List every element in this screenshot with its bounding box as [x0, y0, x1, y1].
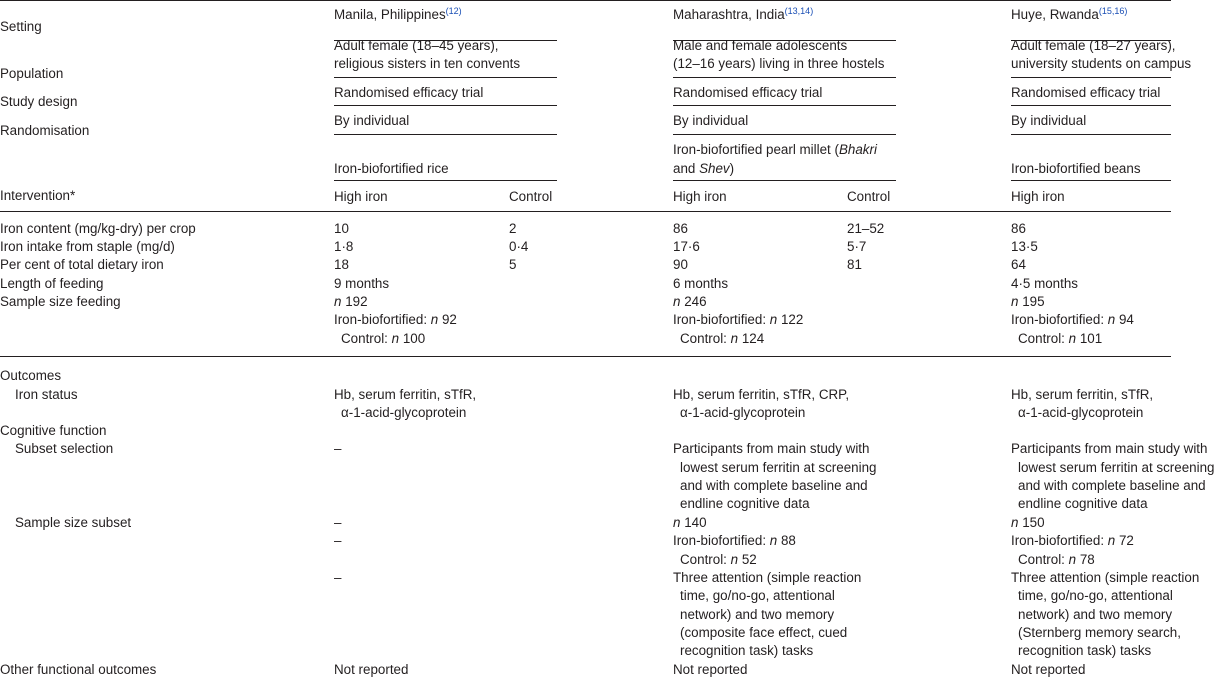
rule: [673, 180, 896, 181]
row-label-randomisation: Randomisation: [0, 123, 90, 138]
sample-control: Control: n 101: [1018, 331, 1103, 346]
feeding-length: 9 months: [334, 276, 390, 291]
row-label-other-outcomes: Other functional outcomes: [0, 662, 157, 677]
sample-biofortified: Iron-biofortified: n 92: [334, 312, 457, 327]
row-label-outcomes: Outcomes: [0, 368, 62, 383]
iron-content-control: 21–52: [847, 221, 885, 236]
rule: [334, 77, 557, 78]
study-intervention: Iron-biofortified beans: [1011, 161, 1141, 176]
row-label-iron-content: Iron content (mg/kg-dry) per crop: [0, 221, 196, 236]
study-population: university students on campus: [1011, 56, 1192, 71]
cognitive-tasks: (Sternberg memory search,: [1018, 625, 1181, 640]
cognitive-tasks: time, go/no-go, attentional: [1018, 588, 1173, 603]
subset-biofortified: Iron-biofortified: n 88: [673, 533, 796, 548]
subset-selection: lowest serum ferritin at screening: [680, 460, 877, 475]
rule: [334, 180, 557, 181]
rule: [334, 134, 557, 135]
setting-text: Manila, Philippines: [334, 7, 446, 22]
study-randomisation: By individual: [334, 113, 410, 128]
rule: [1011, 77, 1171, 78]
subset-groups: –: [334, 533, 342, 548]
study-randomisation: By individual: [1011, 113, 1087, 128]
cognitive-tasks: recognition task) tasks: [680, 643, 814, 658]
subset-selection: and with complete baseline and: [680, 478, 868, 493]
row-label-length: Length of feeding: [0, 276, 104, 291]
row-label-iron-status: Iron status: [15, 387, 78, 402]
iron-intake-high: 1·8: [334, 239, 354, 254]
section-rule: [0, 356, 1171, 357]
rule: [673, 134, 896, 135]
iron-intake-control: 5·7: [847, 239, 867, 254]
study-intervention: Iron-biofortified rice: [334, 161, 449, 176]
other-outcomes: Not reported: [1011, 662, 1086, 677]
iron-intake-high: 17·6: [673, 239, 700, 254]
subset-sample: n 150: [1011, 515, 1045, 530]
cognitive-tasks: –: [334, 570, 342, 585]
subset-selection: lowest serum ferritin at screening: [1018, 460, 1214, 475]
study-randomisation: By individual: [673, 113, 749, 128]
study-intervention: and Shev): [673, 161, 735, 176]
pct-iron-control: 5: [509, 257, 517, 272]
cognitive-tasks: Three attention (simple reaction: [1011, 570, 1200, 585]
iron-content-high: 86: [1011, 221, 1026, 236]
cognitive-tasks: recognition task) tasks: [1018, 643, 1152, 658]
cognitive-tasks: time, go/no-go, attentional: [680, 588, 835, 603]
setting-text: Maharashtra, India: [673, 7, 785, 22]
reference-link[interactable]: (13,14): [784, 6, 814, 16]
subset-biofortified: Iron-biofortified: n 72: [1011, 533, 1134, 548]
row-label-sample-subset: Sample size subset: [15, 515, 132, 530]
study-setting: [334, 6, 462, 24]
sample-control: Control: n 100: [341, 331, 426, 346]
feeding-length: 6 months: [673, 276, 729, 291]
row-label-subset-selection: Subset selection: [15, 441, 114, 456]
group-high-label: High iron: [334, 189, 388, 204]
study-setting: [1011, 6, 1127, 24]
group-control-label: Control: [847, 189, 891, 204]
iron-content-high: 10: [334, 221, 349, 236]
subset-selection: Participants from main study with: [1011, 441, 1208, 456]
subset-control: Control: n 52: [680, 552, 757, 567]
iron-content-control: 2: [509, 221, 517, 236]
other-outcomes: Not reported: [334, 662, 409, 677]
setting-text: Huye, Rwanda: [1011, 7, 1099, 22]
row-label-iron-intake: Iron intake from staple (mg/d): [0, 239, 175, 254]
study-population: religious sisters in ten convents: [334, 56, 521, 71]
sample-control: Control: n 124: [680, 331, 765, 346]
row-label-setting: Setting: [0, 19, 42, 34]
iron-status-measures: α-1-acid-glycoprotein: [680, 405, 806, 420]
rule: [1011, 180, 1171, 181]
rule: [1011, 105, 1171, 106]
study-population: (12–16 years) living in three hostels: [673, 56, 885, 71]
study-design: Randomised efficacy trial: [1011, 85, 1161, 100]
group-control-label: Control: [509, 189, 553, 204]
reference-link[interactable]: (12): [445, 6, 462, 16]
subset-sample: –: [334, 515, 342, 530]
group-high-label: High iron: [1011, 189, 1065, 204]
study-design: Randomised efficacy trial: [334, 85, 484, 100]
header-bottom-rule: [0, 211, 1171, 212]
rule: [1011, 134, 1171, 135]
subset-selection: endline cognitive data: [1018, 496, 1148, 511]
sample-biofortified: Iron-biofortified: n 122: [673, 312, 804, 327]
sample-biofortified: Iron-biofortified: n 94: [1011, 312, 1134, 327]
pct-iron-high: 90: [673, 257, 688, 272]
subset-selection: endline cognitive data: [680, 496, 810, 511]
iron-status-measures: α-1-acid-glycoprotein: [341, 405, 467, 420]
row-label-population: Population: [0, 66, 64, 81]
row-label-pct-iron: Per cent of total dietary iron: [0, 257, 164, 272]
study-design: Randomised efficacy trial: [673, 85, 823, 100]
subset-selection: –: [334, 441, 342, 456]
sample-total: n 195: [1011, 294, 1045, 309]
pct-iron-high: 18: [334, 257, 349, 272]
cognitive-tasks: Three attention (simple reaction: [673, 570, 862, 585]
feeding-length: 4·5 months: [1011, 276, 1078, 291]
reference-link[interactable]: (15,16): [1098, 6, 1128, 16]
table-top-rule: [0, 0, 1171, 1]
row-label-cognitive: Cognitive function: [0, 423, 107, 438]
pct-iron-high: 64: [1011, 257, 1026, 272]
study-intervention: Iron-biofortified pearl millet (Bhakri: [673, 142, 877, 157]
iron-status-measures: Hb, serum ferritin, sTfR,: [1011, 387, 1154, 402]
other-outcomes: Not reported: [673, 662, 748, 677]
rule: [334, 105, 557, 106]
study-population: Adult female (18–27 years),: [1011, 38, 1176, 53]
iron-status-measures: Hb, serum ferritin, sTfR,: [334, 387, 477, 402]
row-label-study-design: Study design: [0, 94, 78, 109]
rule: [673, 105, 896, 106]
iron-status-measures: α-1-acid-glycoprotein: [1018, 405, 1144, 420]
subset-control: Control: n 78: [1018, 552, 1095, 567]
pct-iron-control: 81: [847, 257, 862, 272]
subset-sample: n 140: [673, 515, 707, 530]
sample-total: n 246: [673, 294, 707, 309]
cognitive-tasks: network) and two memory: [1018, 607, 1173, 622]
cognitive-tasks: (composite face effect, cued: [680, 625, 848, 640]
sample-total: n 192: [334, 294, 368, 309]
iron-intake-high: 13·5: [1011, 239, 1038, 254]
row-label-sample-feeding: Sample size feeding: [0, 294, 121, 309]
group-high-label: High iron: [673, 189, 727, 204]
study-population: Male and female adolescents: [673, 38, 848, 53]
rule: [673, 77, 896, 78]
cognitive-tasks: network) and two memory: [680, 607, 835, 622]
iron-status-measures: Hb, serum ferritin, sTfR, CRP,: [673, 387, 850, 402]
subset-selection: and with complete baseline and: [1018, 478, 1206, 493]
iron-content-high: 86: [673, 221, 688, 236]
iron-intake-control: 0·4: [509, 239, 529, 254]
row-label-intervention: Intervention*: [0, 188, 76, 203]
study-setting: [673, 6, 813, 24]
study-population: Adult female (18–45 years),: [334, 38, 499, 53]
subset-selection: Participants from main study with: [673, 441, 870, 456]
